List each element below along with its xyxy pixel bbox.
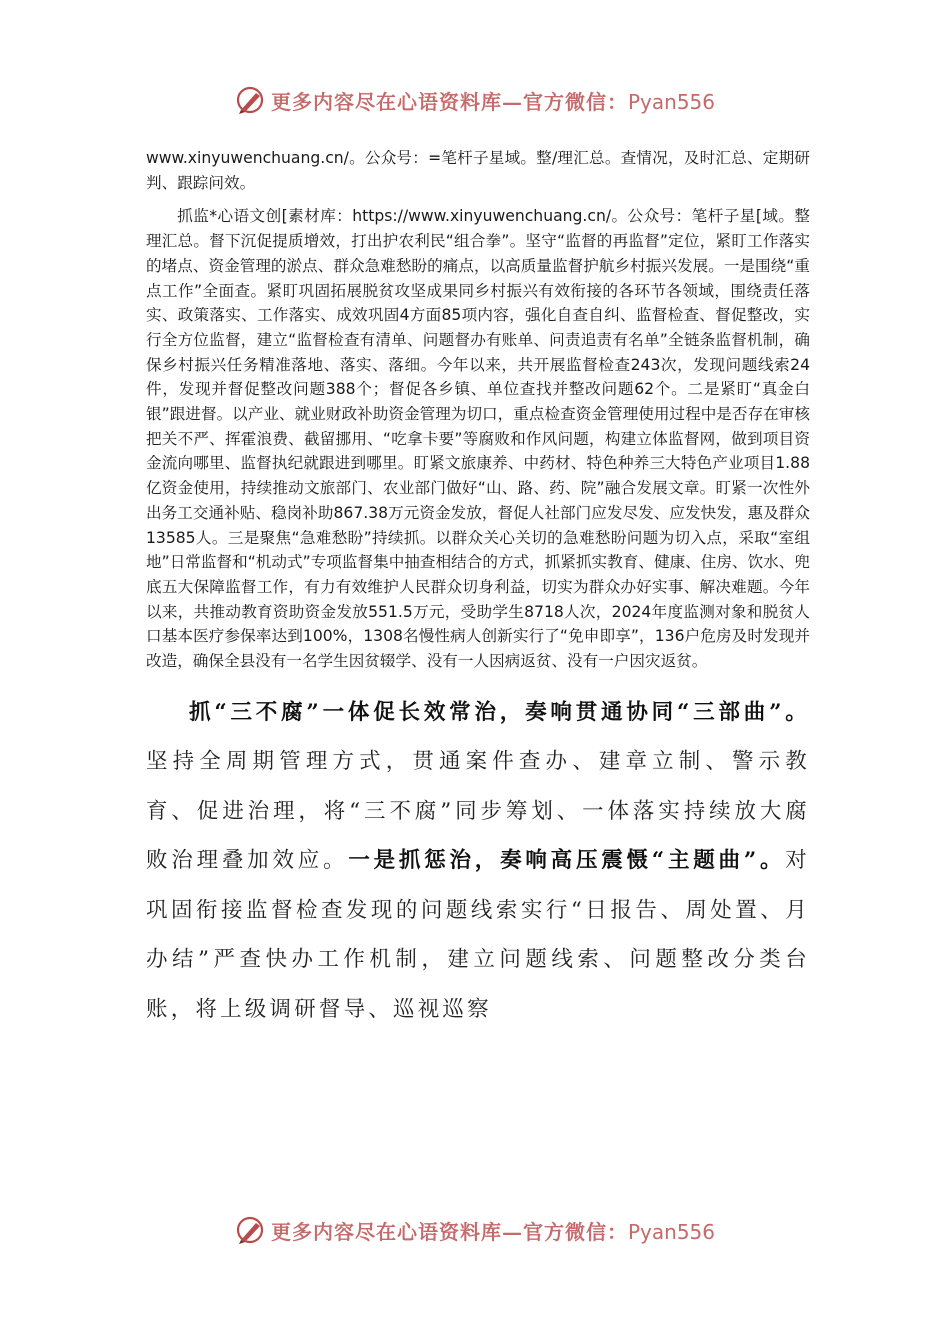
section-text-1: 坚持全周期管理方式，贯通案件查办、建章立制、警示教育、促进治理，将“三不腐”同步筹划、一体落实持续放大腐败治理叠加效应。 xyxy=(146,749,810,874)
paragraph-3 xyxy=(146,688,810,1035)
footer-banner xyxy=(0,1210,950,1250)
section-text-2: 对巩固衔接监督检查发现的问题线索实行“日报告、周处置、月办结”严查快办工作机制，建立问题线索、问题整改分类台账，将上级调研督导、巡视巡察 xyxy=(146,848,810,1022)
paragraph-1: www.xinyuwenchuang.cn/。公众号：=笔杆子星域。整/理汇总。查情况，及时汇总、定期研判、跟踪问效。 xyxy=(146,149,810,192)
header-banner-text: 更多内容尽在心语资料库—官方微信： xyxy=(270,89,628,114)
header-banner xyxy=(0,80,950,120)
pen-logo-icon xyxy=(235,85,265,115)
pen-logo-icon xyxy=(235,1215,265,1245)
section-heading: 抓“三不腐”一体促长效常治，奏响贯通协同“三部曲”。 xyxy=(189,699,810,725)
subsection-heading: 一是抓惩治，奏响高压震慑“主题曲”。 xyxy=(348,848,786,874)
footer-banner-text: 更多内容尽在心语资料库—官方微信： xyxy=(270,1219,628,1244)
footer-banner-id: Pyan556 xyxy=(627,1219,715,1244)
paragraph-2: 抓监*心语文创[素材库：https://www.xinyuwenchuang.cn/。公众号：笔杆子星[域。整理汇总。督下沉促提质增效，打出护农利民“组合拳”。坚守“监督的再监督”定位，紧盯工作落实的堵点、资金管理的淤点、群众急难愁盼的痛点，以高质量监督护航乡村振兴发展。一是围绕“重点工作”全面查。紧盯巩固拓展脱贫攻坚成果同乡村振兴有效衔接的各环节各领域，围绕责任落实、政策落实、工作落实、成效巩固4方面85项内容，强化自查自纠、监督检查、督促整改，实行全方位监督，建立“监督检查有清单、问题督办有账单、问责追责有名单”全链条监督机制，确保乡村振兴任务精准落地、落实、落细。今年以来，共开展监督检查243次，发现问题线索24件，发现并督促整改问题388个；督促各乡镇、单位查找并整改问题62个。二是紧盯“真金白银”跟进督。以产业、就业财政补助资金管理为切口，重点检查资金管理使用过程中是否存在审核把关不严、挥霍浪费、截留挪用、“吃拿卡要”等腐败和作风问题，构建立体监督网，做到项目资金流向哪里、监督执纪就跟进到哪里。盯紧文旅康养、中药材、特色种养三大特色产业项目1.88亿资金使用，持续推动文旅部门、农业部门做好“山、路、药、院”融合发展文章。盯紧一次性外出务工交通补贴、稳岗补助867.38万元资金发放，督促人社部门应发尽发、应发快发，惠及群众13585人。三是聚焦“急难愁盼”持续抓。以群众关心关切的急难愁盼问题为切入点，采取“室组地”日常监督和“机动式”专项监督集中抽查相结合的方式，抓紧抓实教育、健康、住房、饮水、兜底五大保障监督工作，有力有效维护人民群众切身利益，切实为群众办好实事、解决难题。今年以来，共推动教育资助资金发放551.5万元，受助学生8718人次，2024年度监测对象和脱贫人口基本医疗参保率达到100%，1308名慢性病人创新实行了“免申即享”，136户危房及时发现并改造，确保全县没有一名学生因贫辍学、没有一人因病返贫、没有一户因灾返贫。 xyxy=(146,207,810,671)
document-body xyxy=(146,146,810,1034)
header-banner-id: Pyan556 xyxy=(627,89,715,114)
